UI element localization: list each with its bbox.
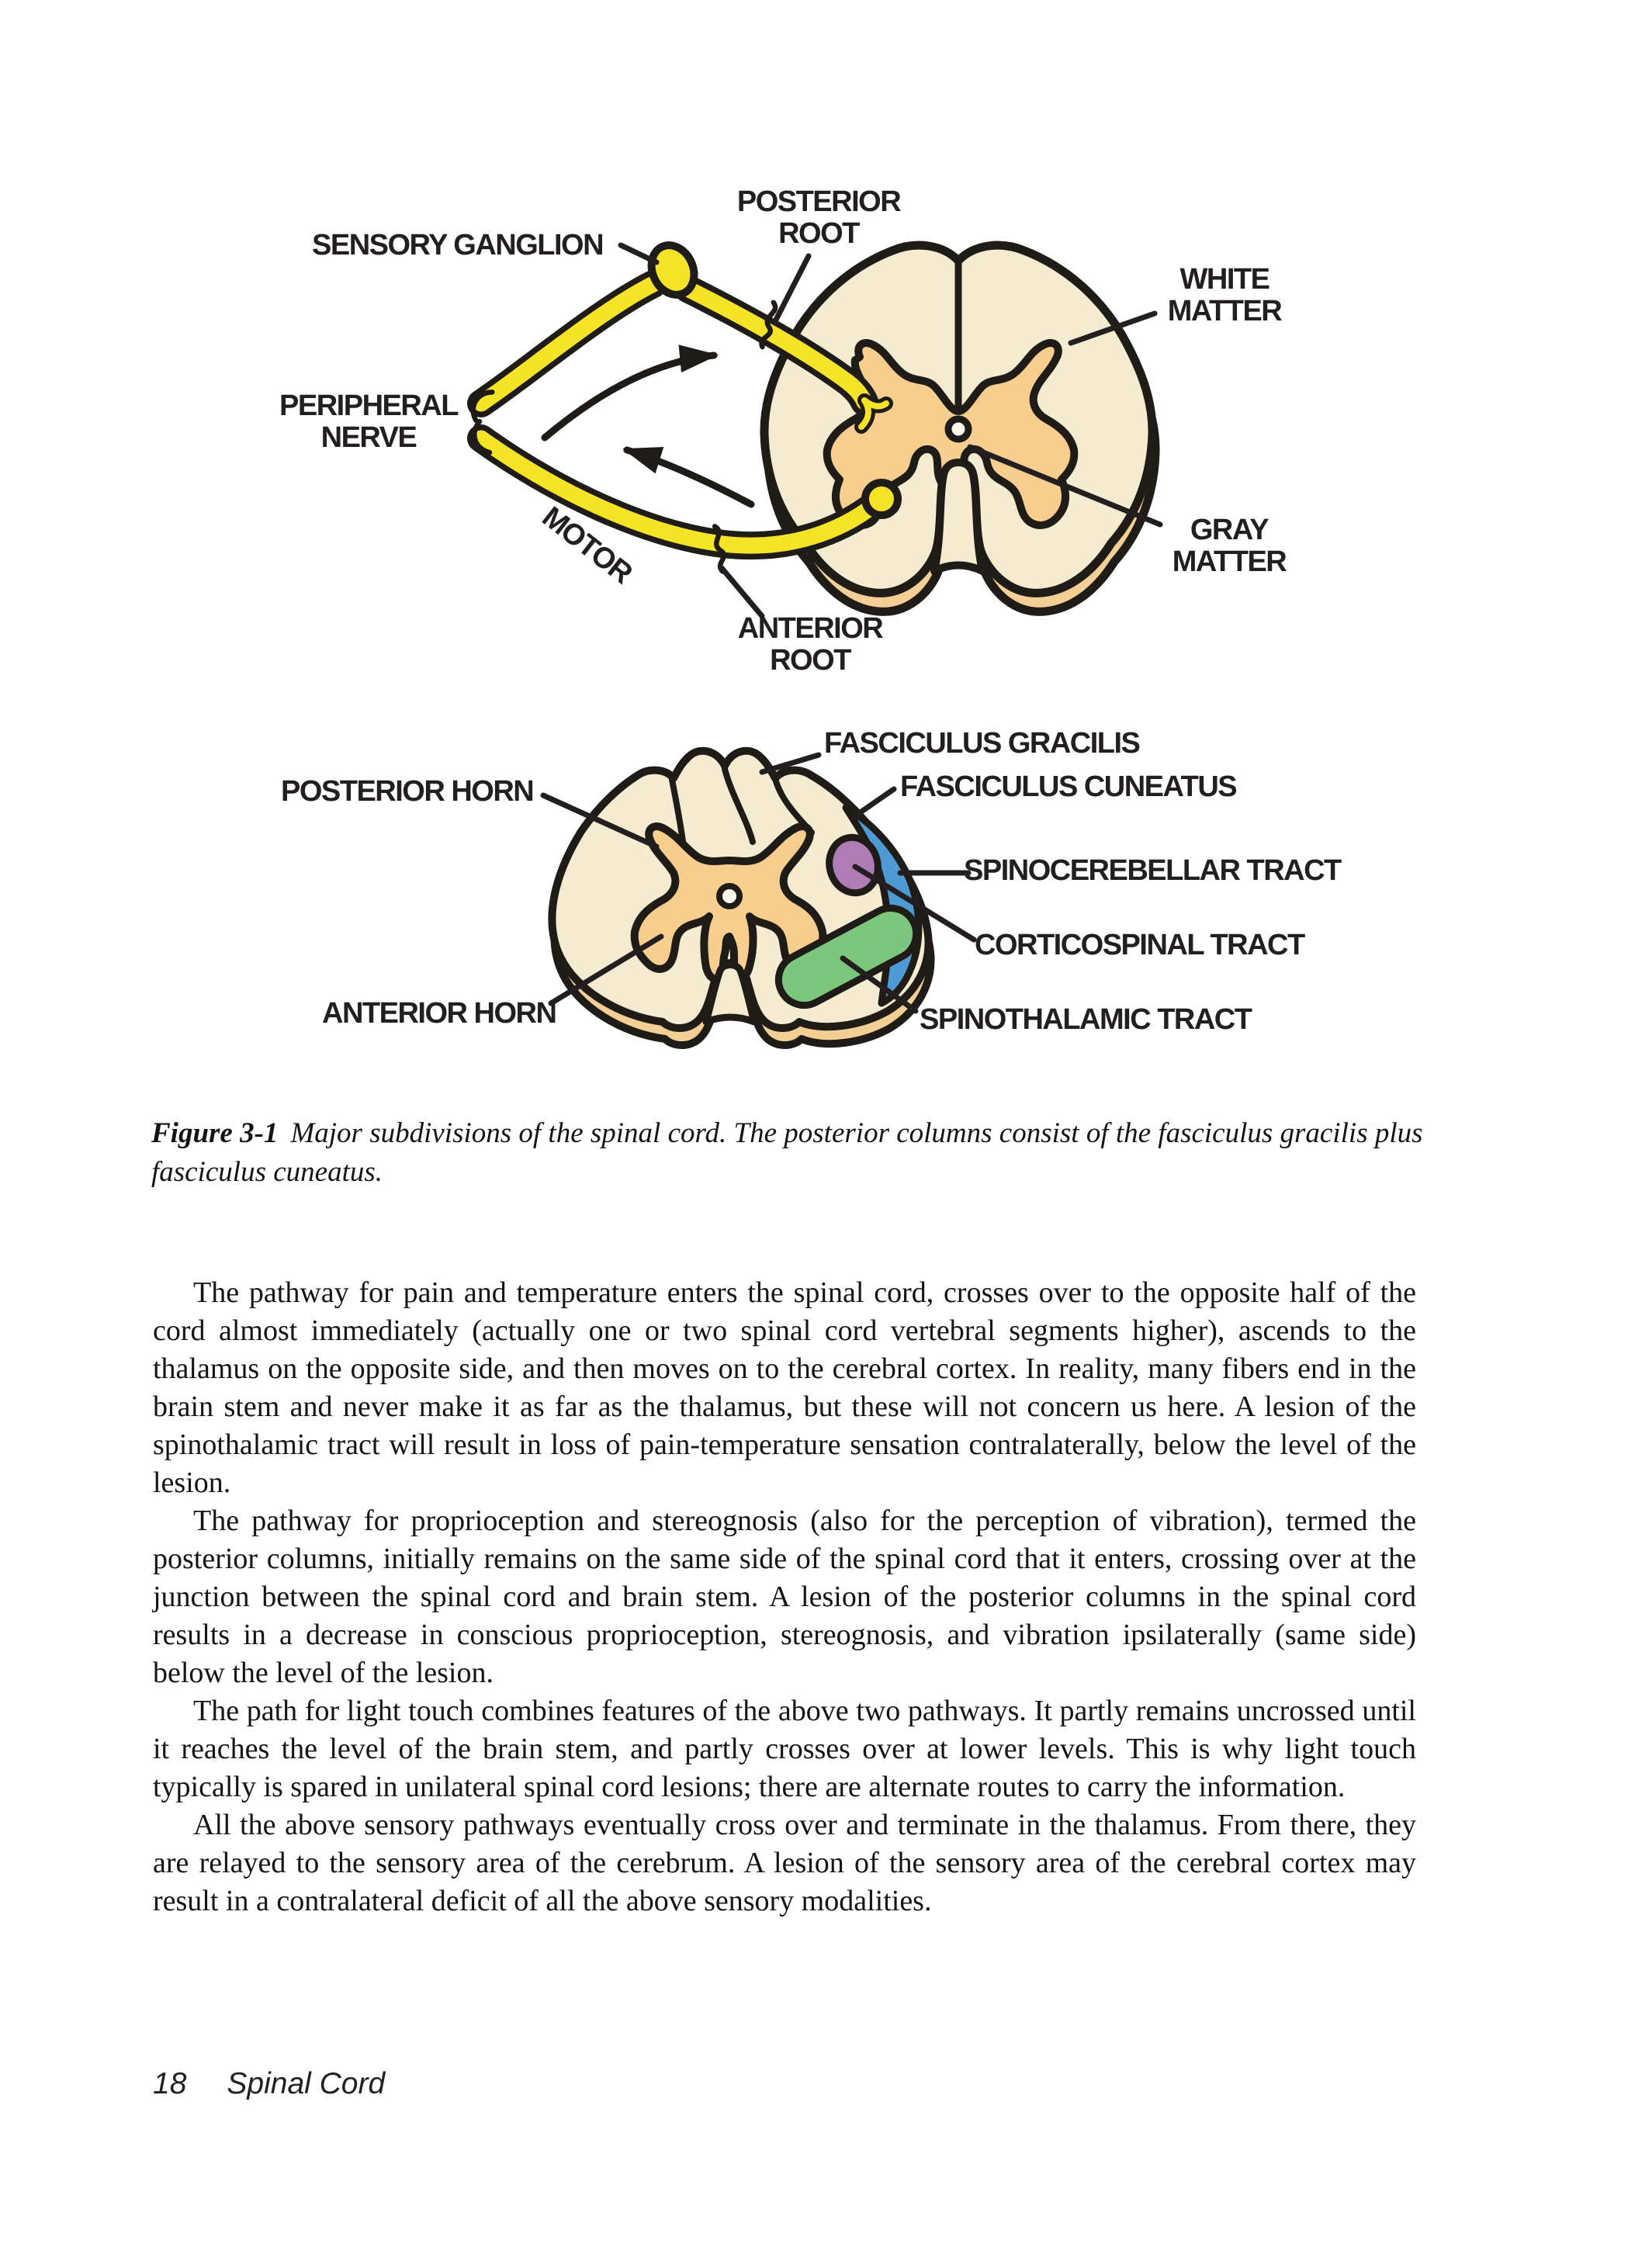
- figure-caption-text: Major subdivisions of the spinal cord. The posterior columns consist of the fasciculus gracilis plus fasciculus cuneatus.: [151, 1117, 1423, 1188]
- sensory-direction-arrow: [545, 355, 714, 438]
- paragraph-pain-temperature: The pathway for pain and temperature enters the spinal cord, crosses over to the opposite half of the cord almost immediately (actually one or two spinal cord vertebral segments higher), ascends to the thalamus on the opposite side, and then moves on to the cerebral cortex. In reality, many fibers end in the brain stem and never make it as far as the thalamus, but these will not concern us here. A lesion of the spinothalamic tract will result in loss of pain-temperature sensation contralaterally, below the level of the lesion.: [153, 1276, 1416, 1499]
- body-text: [153, 1274, 1416, 1920]
- paragraph-proprioception: The pathway for proprioception and stereognosis (also for the perception of vibration), termed the posterior columns, initially remains on the same side of the spinal cord that it enters, crossing over at the junction between the spinal cord and brain stem. A lesion of the posterior columns in the spinal cord results in a decrease in conscious proprioception, stereognosis, and vibration ipsilaterally (same side) below the level of the lesion.: [153, 1504, 1416, 1689]
- figure-caption-label: Figure 3-1: [151, 1117, 279, 1149]
- label-motor: MOTOR: [535, 500, 638, 590]
- chapter-title: Spinal Cord: [227, 2067, 386, 2100]
- central-canal: [948, 419, 968, 439]
- central-canal2: [719, 886, 740, 906]
- page-footer: [153, 2067, 385, 2101]
- fasciculus-cuneatus-leader: [854, 789, 894, 817]
- label-posterior-root: POSTERIOR ROOT: [736, 185, 901, 250]
- anterior-median-fissure: [934, 462, 982, 571]
- anterior-horn-cell-bulb: [865, 483, 898, 515]
- paragraph-thalamus: All the above sensory pathways eventually cross over and terminate in the thalamus. From there, they are relayed to the sensory area of the cerebrum. A lesion of the sensory area of the cerebral cortex may result in a contralateral deficit of all the above sensory modalities.: [153, 1809, 1416, 1917]
- label-corticospinal-tract: CORTICOSPINAL TRACT: [975, 929, 1304, 961]
- label-peripheral-nerve: PERIPHERAL NERVE: [279, 390, 458, 454]
- label-fasciculus-gracilis: FASCICULUS GRACILIS: [824, 727, 1140, 760]
- label-white-matter: WHITE MATTER: [1167, 263, 1282, 327]
- label-fasciculus-cuneatus: FASCICULUS CUNEATUS: [900, 770, 1237, 803]
- label-posterior-horn: POSTERIOR HORN: [281, 775, 534, 808]
- label-spinothalamic-tract: SPINOTHALAMIC TRACT: [920, 1003, 1252, 1036]
- label-gray-matter: GRAY MATTER: [1172, 514, 1287, 578]
- label-spinocerebellar-tract: SPINOCEREBELLAR TRACT: [964, 854, 1341, 887]
- label-anterior-root: ANTERIOR ROOT: [737, 612, 883, 677]
- label-sensory-ganglion: SENSORY GANGLION: [312, 229, 604, 261]
- motor-direction-arrow: [627, 450, 751, 504]
- anterior-root-leader: [722, 568, 762, 616]
- label-anterior-horn: ANTERIOR HORN: [322, 997, 556, 1030]
- page-number: 18: [153, 2067, 187, 2100]
- paragraph-light-touch: The path for light touch combines features of the above two pathways. It partly remains uncrossed until it reaches the level of the brain stem, and partly crosses over at lower levels. This is why light touch typically is spared in unilateral spinal cord lesions; there are alternate routes to carry the information.: [153, 1695, 1416, 1803]
- posterior-root-leader: [774, 256, 809, 323]
- figure-caption: [151, 1114, 1439, 1192]
